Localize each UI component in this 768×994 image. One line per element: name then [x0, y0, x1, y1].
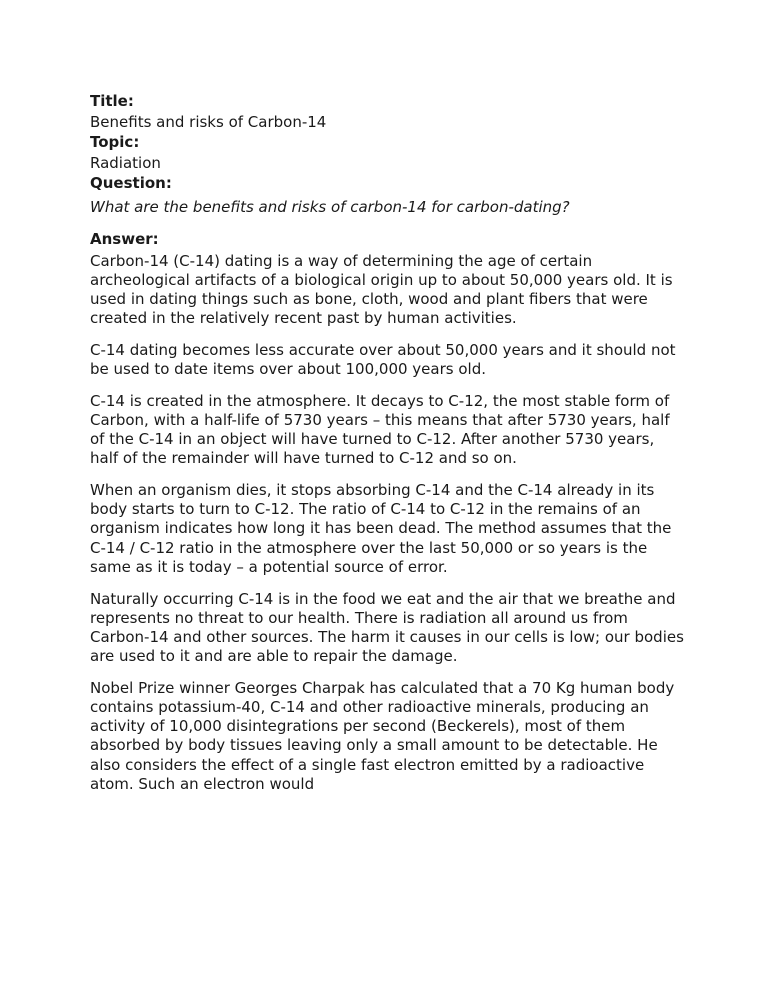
answer-paragraph: Carbon-14 (C-14) dating is a way of determining the age of certain archeological artifacts of a biological origin up to about 50,000 years old. It is used in dating things such as bone, cloth, wood and plant fibers that were created in the relatively recent past by human activities.: [90, 251, 673, 328]
document-content: [90, 91, 686, 807]
topic-label: Topic:: [90, 133, 140, 151]
question-label: Question:: [90, 174, 172, 192]
answer-paragraph: Nobel Prize winner Georges Charpak has calculated that a 70 Kg human body contains potassium-40, C-14 and other radioactive minerals, producing an activity of 10,000 disintegrations per second (Beckerels), most of them absorbed by body tissues leaving only a small amount to be detectable. He also considers the effect of a single fast electron emitted by a radioactive atom. Such an electron would: [90, 678, 675, 793]
topic-value: Radiation: [90, 153, 161, 172]
title-label: Title:: [90, 92, 134, 110]
answer-paragraph: C-14 is created in the atmosphere. It decays to C-12, the most stable form of Carbon, with a half-life of 5730 years – this means that after 5730 years, half of the C-14 in an object will have turned to C-12. After another 5730 years, half of the remainder will have turned to C-12 and so on.: [90, 391, 670, 468]
question-text: What are the benefits and risks of carbon-14 for carbon-dating?: [90, 197, 570, 216]
answer-paragraph: Naturally occurring C-14 is in the food we eat and the air that we breathe and represents no threat to our health. There is radiation all around us from Carbon-14 and other sources. The harm it causes in our cells is low; our bodies are used to it and are able to repair the damage.: [90, 589, 684, 666]
title-value: Benefits and risks of Carbon-14: [90, 112, 327, 131]
answer-label: Answer:: [90, 230, 159, 248]
answer-paragraph: C-14 dating becomes less accurate over about 50,000 years and it should not be used to date items over about 100,000 years old.: [90, 340, 676, 379]
answer-paragraph: When an organism dies, it stops absorbing C-14 and the C-14 already in its body starts to turn to C-12. The ratio of C-14 to C-12 in the remains of an organism indicates how long it has been dead. The method assumes that the C-14 / C-12 ratio in the atmosphere over the last 50,000 or so years is the same as it is today – a potential source of error.: [90, 481, 672, 576]
